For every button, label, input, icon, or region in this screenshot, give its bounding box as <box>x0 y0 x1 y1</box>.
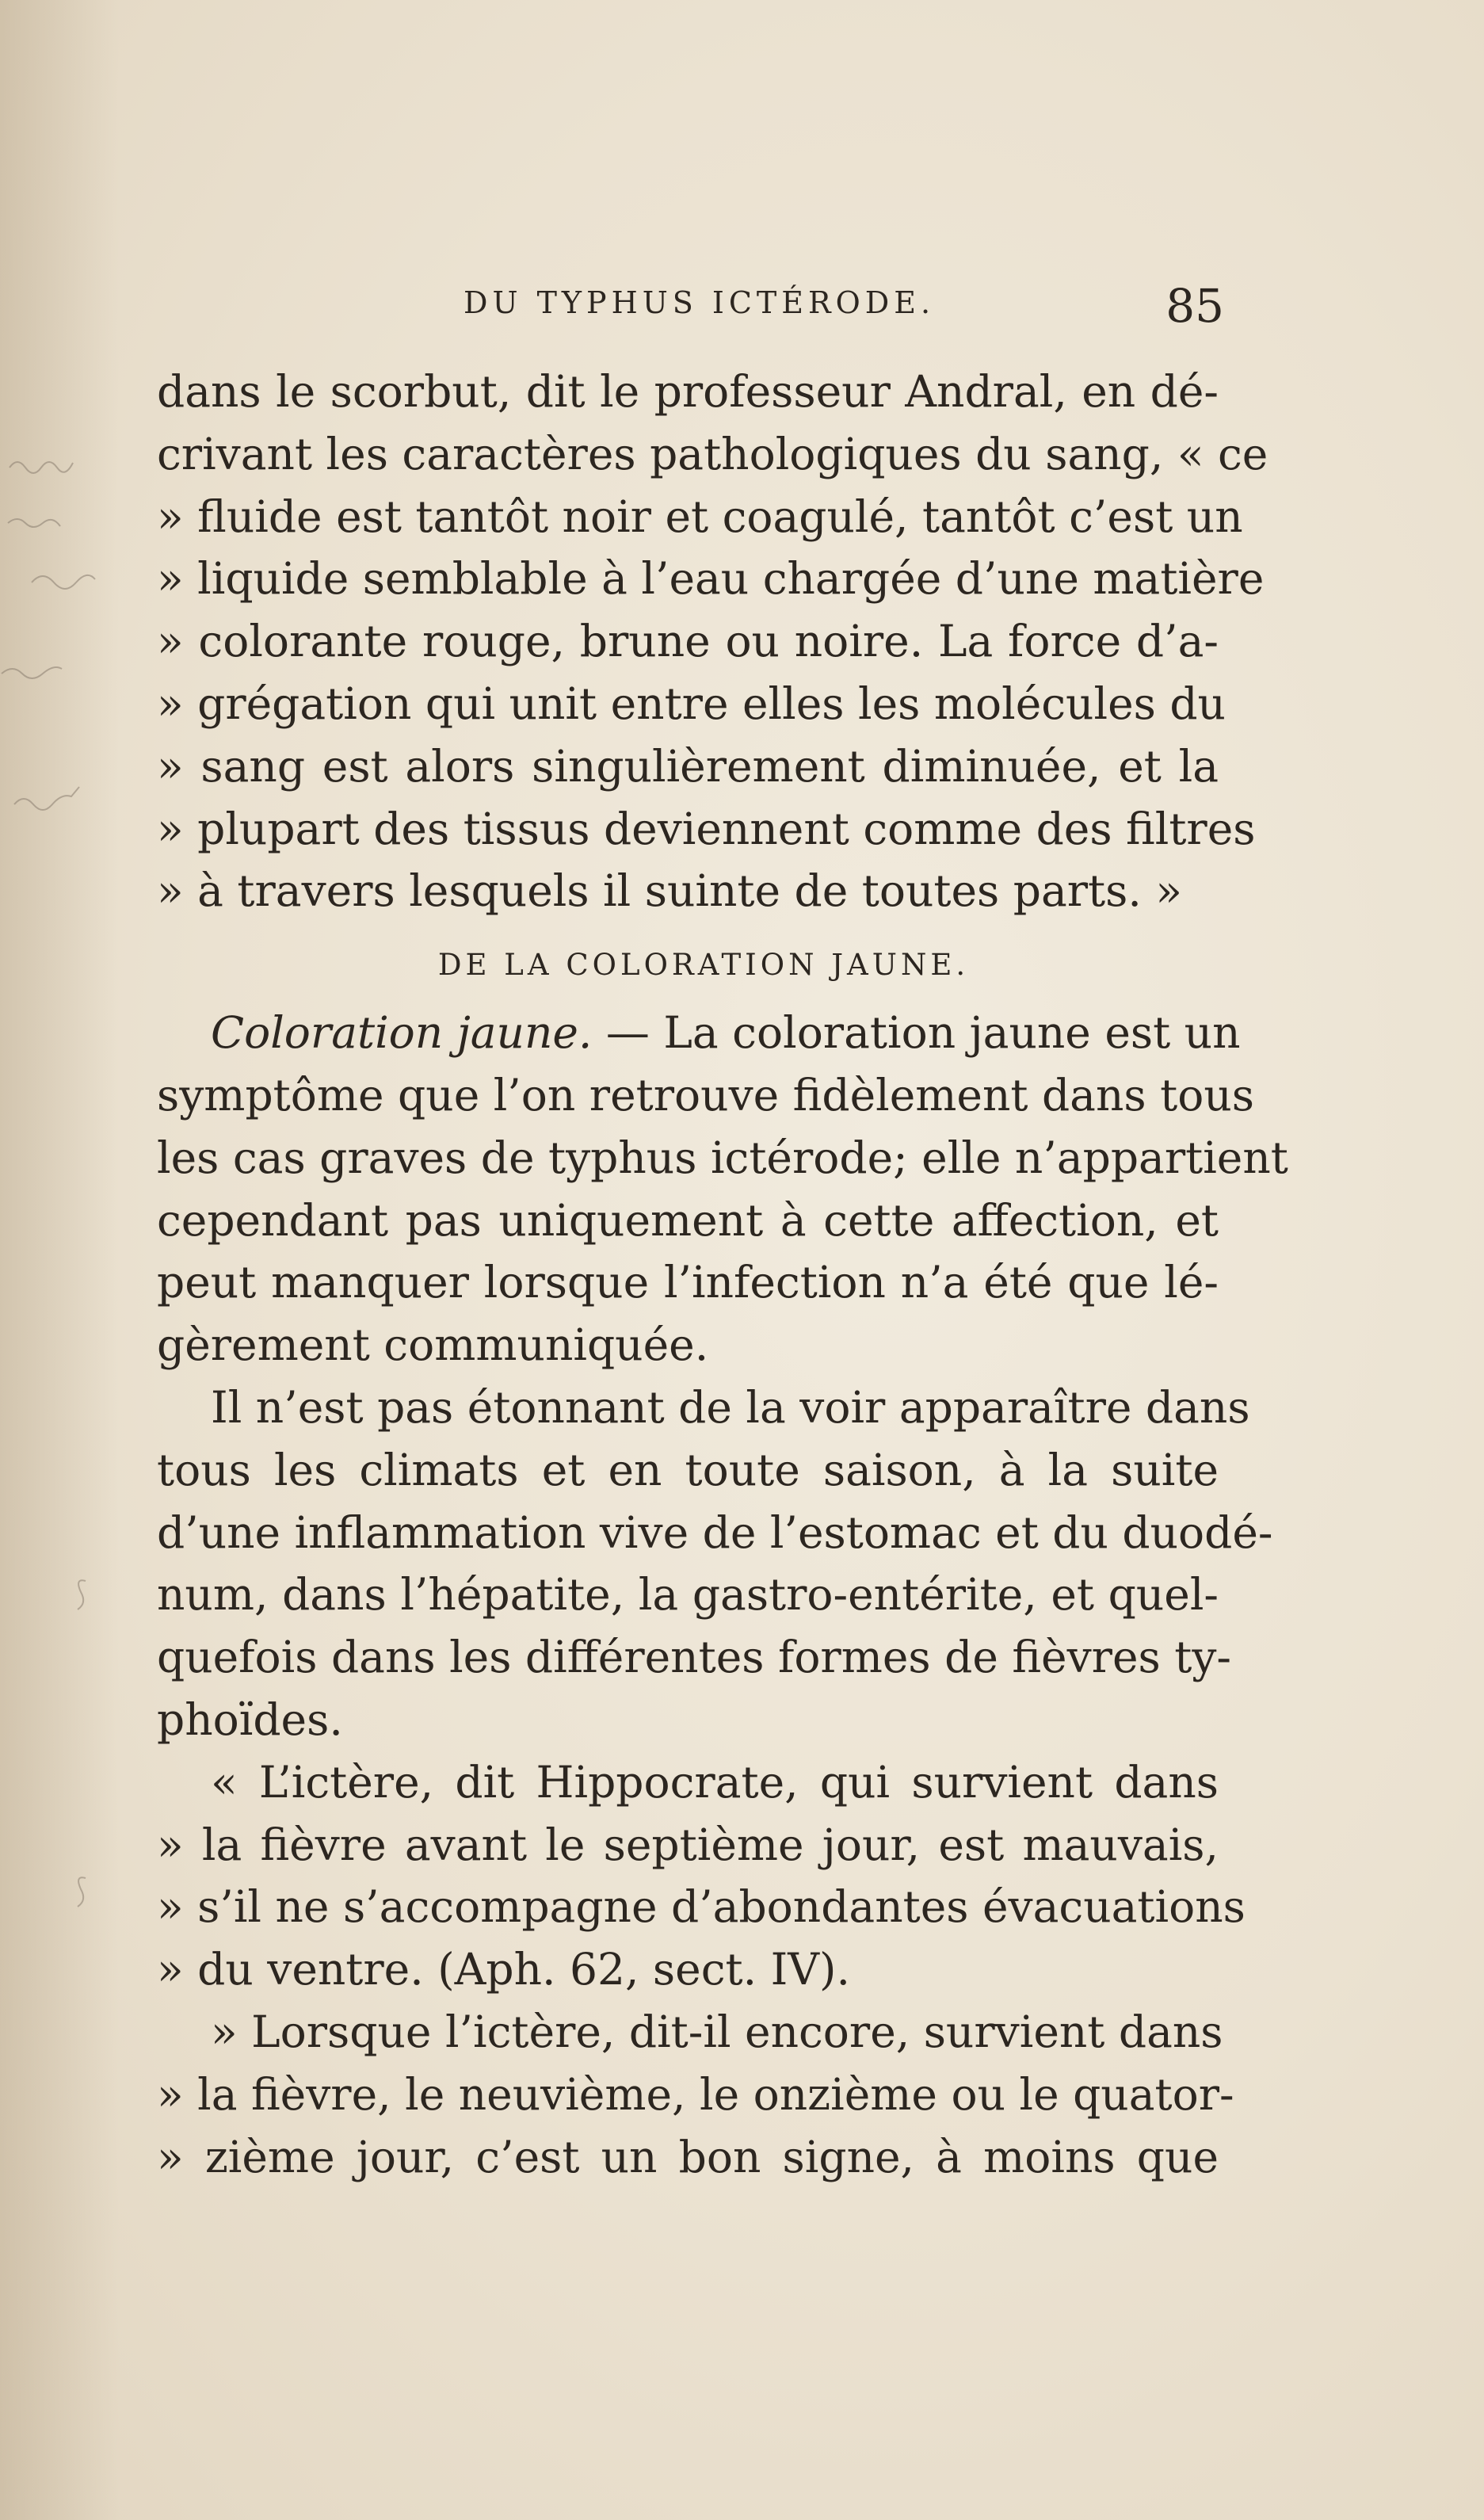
text-line <box>157 1002 1241 1064</box>
paragraph-lead-italic: Coloration jaune. <box>211 1007 593 1059</box>
text-line: cependant pas uniquement à cette affection, et <box>157 1194 1219 1246</box>
text-line: « L’ictère, dit Hippocrate, qui survient dans <box>211 1756 1219 1808</box>
text-line: peut manquer lorsque l’infection n’a été que lé- <box>157 1257 1219 1308</box>
paragraph-2 <box>157 1002 1288 1376</box>
text-line: » sang est alors singulièrement diminuée, et la <box>157 740 1219 792</box>
text-line: » plupart des tissus deviennent comme des filtres <box>157 803 1256 854</box>
paragraph-3 <box>157 1376 1273 1751</box>
text-line: phoïdes. <box>157 1693 343 1745</box>
text-line: crivant les caractères pathologiques du sang, « ce <box>157 428 1268 479</box>
text-line: » grégation qui unit entre elles les molécules du <box>157 678 1226 729</box>
text-line: num, dans l’hépatite, la gastro-entérite, et quel- <box>157 1569 1219 1621</box>
text-line: Il n’est pas étonnant de la voir apparaître dans <box>211 1381 1250 1433</box>
section-heading: DE LA COLORATION JAUNE. <box>437 948 970 983</box>
text-line: » fluide est tantôt noir et coagulé, tantôt c’est un <box>157 491 1243 542</box>
text-line: » zième jour, c’est un bon signe, à moins que <box>157 2131 1219 2182</box>
paragraph-4 <box>157 1751 1246 2001</box>
text-line: dans le scorbut, dit le professeur Andral, en dé- <box>157 366 1219 417</box>
text-line: » Lorsque l’ictère, dit-il encore, survient dans <box>211 2006 1223 2057</box>
text-line: gèrement communiquée. <box>157 1319 709 1371</box>
paragraph-1 <box>157 361 1268 922</box>
paragraph-lead-rest: — La coloration jaune est un <box>592 1007 1241 1059</box>
text-line: quefois dans les différentes formes de fièvres ty- <box>157 1632 1231 1683</box>
text-line: tous les climats et en toute saison, à la suite <box>157 1444 1219 1495</box>
text-line: symptôme que l’on retrouve fidèlement dans tous <box>157 1069 1254 1121</box>
handwritten-marks <box>2 462 95 1907</box>
paragraph-5 <box>157 2001 1234 2188</box>
text-line: » la fièvre, le neuvième, le onzième ou le quator- <box>157 2068 1234 2120</box>
running-head <box>464 279 1224 334</box>
text-line: d’une inflammation vive de l’estomac et du duodé- <box>157 1506 1273 1558</box>
margin-annotations <box>0 0 119 2520</box>
text-line: » s’il ne s’accompagne d’abondantes évacuations <box>157 1881 1246 1933</box>
running-title: DU TYPHUS ICTÉRODE. <box>464 285 936 320</box>
body-text <box>157 361 1288 2188</box>
text-line: » liquide semblable à l’eau chargée d’une matière <box>157 553 1265 605</box>
text-line: » colorante rouge, brune ou noire. La force d’a- <box>157 616 1219 667</box>
page-number: 85 <box>1165 279 1224 333</box>
text-line: les cas graves de typhus ictérode; elle n’appartient <box>157 1132 1288 1183</box>
text-line: » du ventre. (Aph. 62, sect. IV). <box>157 1944 850 1995</box>
text-line: » à travers lesquels il suinte de toutes parts. » <box>157 865 1182 917</box>
text-line: » la fièvre avant le septième jour, est mauvais, <box>157 1819 1219 1870</box>
